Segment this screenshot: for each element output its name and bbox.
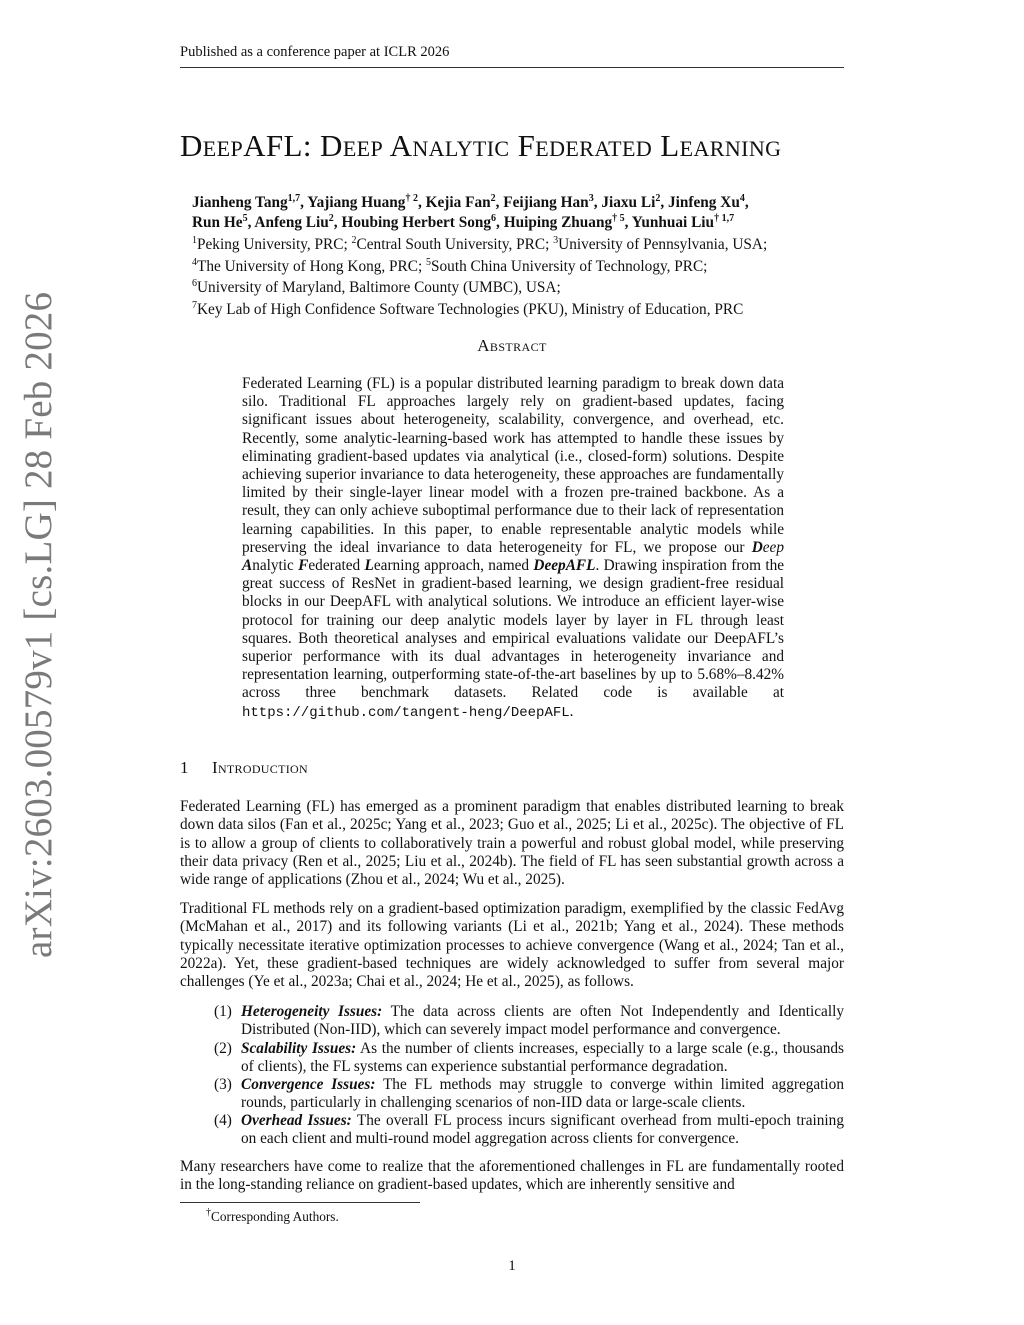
author: Huiping Zhuang$^{\dagger 5}$ bbox=[503, 213, 625, 231]
arxiv-identifier-stamp: arXiv:2603.00579v1 [cs.LG] 28 Feb 2026 bbox=[17, 291, 60, 958]
section-heading-introduction: 1 Introduction bbox=[180, 758, 308, 777]
intro-paragraph: Traditional FL methods rely on a gradient-based optimization paradigm, exemplified by the classic FedAvg (McMahan et al., 2017) and its following variants (Li et al., 2021b; Yang et al., 2024). These methods typically necessitate iterative optimization processes to achieve convergence (Wang et al., 2024; Tan et al., 2022a). Yet, these gradient-based techniques are widely acknowledged to suffer from several major challenges (Ye et al., 2023a; Chai et al., 2024; He et al., 2025), as follows. bbox=[180, 900, 844, 991]
code-repository-link[interactable]: https://github.com/tangent-heng/DeepAFL bbox=[242, 704, 570, 721]
list-item: (2) Scalability Issues: As the number of clients increases, especially to a large scale (e.g., thousands of clients), the FL systems can experience substantial performance degradation. bbox=[214, 1040, 845, 1076]
author: Run He$^5$ bbox=[192, 213, 248, 231]
author: Jinfeng Xu$^4$ bbox=[668, 193, 745, 211]
author: Anfeng Liu$^2$ bbox=[254, 213, 334, 231]
running-header: Published as a conference paper at ICLR 2026 bbox=[180, 44, 844, 68]
paper-title: DeepAFL: Deep Analytic Federated Learning bbox=[180, 128, 782, 163]
intro-paragraph: Federated Learning (FL) has emerged as a prominent paradigm that enables distributed learning to break down data silos (Fan et al., 2025c; Yang et al., 2023; Guo et al., 2025; Li et al., 2025c). The objective of FL is to allow a group of clients to collaboratively train a powerful and robust global model, while preserving their data privacy (Ren et al., 2025; Liu et al., 2024b). The field of FL has seen substantial growth across a wide range of applications (Zhou et al., 2024; Wu et al., 2025). bbox=[180, 798, 844, 889]
list-item: (4) Overhead Issues: The overall FL process incurs significant overhead from multi-epoch training on each client and multi-round model aggregation across clients for convergence. bbox=[214, 1112, 844, 1148]
author: Feijiang Han$^3$ bbox=[503, 193, 594, 211]
author: Yajiang Huang$^{\dagger 2}$ bbox=[307, 193, 418, 211]
list-item: (3) Convergence Issues: The FL methods may struggle to converge within limited aggregation rounds, particularly in challenging scenarios of non-IID data or large-scale clients. bbox=[214, 1076, 844, 1112]
intro-paragraph: Many researchers have come to realize that the aforementioned challenges in FL are fundamentally rooted in the long-standing reliance on gradient-based updates, which are inherently sensitive and bbox=[180, 1158, 844, 1194]
author: Kejia Fan$^2$ bbox=[425, 193, 496, 211]
affiliation-line: $^6$University of Maryland, Baltimore County (UMBC), USA; bbox=[192, 278, 561, 296]
affiliation-line: $^4$The University of Hong Kong, PRC; $^5$South China University of Technology, PRC; bbox=[192, 256, 708, 275]
author: Houbing Herbert Song$^6$ bbox=[341, 213, 497, 231]
author: Jiaxu Li$^2$ bbox=[601, 193, 661, 211]
abstract-body: Federated Learning (FL) is a popular distributed learning paradigm to break down data silo. Traditional FL approaches largely rely on gradient-based updates, facing significant issues about heterogeneity, scalability, convergence, and overhead, etc. Recently, some analytic-learning-based work has attempted to handle these issues by eliminating gradient-based updates via analytical (i.e., closed-form) solutions. Despite achieving superior invariance to data heterogeneity, these approaches are fundamentally limited by their single-layer linear model with a frozen pre-trained backbone. As a result, they can only achieve suboptimal performance due to their lack of representation learning capabilities. In this paper, to enable representable analytic models while preserving the ideal invariance to data heterogeneity for FL, we propose our Deep Analytic Federated Learning approach, named DeepAFL. Drawing inspiration from the great success of ResNet in gradient-based learning, we design gradient-free residual blocks in our DeepAFL with analytical solutions. We introduce an efficient layer-wise protocol for training our deep analytic models layer by layer in FL through least squares. Both theoretical analyses and empirical evaluations validate our DeepAFL’s superior performance with its dual advantages in heterogeneity invariance and representation learning, outperforming state-of-the-art baselines by up to 5.68%–8.42% across three benchmark datasets. Related code is available at https://github.com/tangent-heng/DeepAFL. bbox=[242, 375, 785, 721]
page-number: 1 bbox=[508, 1258, 516, 1274]
author-list: Jianheng Tang$^{1,7}$, Yajiang Huang$^{\dagger 2}$, Kejia Fan$^2$, Feijiang Han$^3$, Jiaxu Li$^2$, Jinfeng Xu$^4$, Run He$^5$, Anfeng Liu$^2$, Houbing Herbert Song$^6$, Huiping Zhuang$^{\dagger 5}$, Yunhuai Liu$^{\dagger 1,7}$ bbox=[192, 193, 749, 231]
footnote: †Corresponding Authors. bbox=[206, 1207, 339, 1224]
author: Jianheng Tang$^{1,7}$ bbox=[192, 193, 301, 211]
abstract-heading: Abstract bbox=[477, 336, 547, 355]
author: Yunhuai Liu$^{\dagger 1,7}$ bbox=[631, 213, 735, 231]
affiliation-line: $^7$Key Lab of High Confidence Software Technologies (PKU), Ministry of Education, PRC bbox=[192, 299, 744, 318]
list-item: (1) Heterogeneity Issues: The data across clients are often Not Independently and Identically Distributed (Non-IID), which can severely impact model performance and convergence. bbox=[214, 1003, 844, 1039]
affiliation-list bbox=[192, 234, 852, 320]
footnote-divider bbox=[180, 1202, 420, 1203]
affiliation-line: $^1$Peking University, PRC; $^2$Central South University, PRC; $^3$University of Pennsylvania, USA; bbox=[192, 235, 768, 253]
